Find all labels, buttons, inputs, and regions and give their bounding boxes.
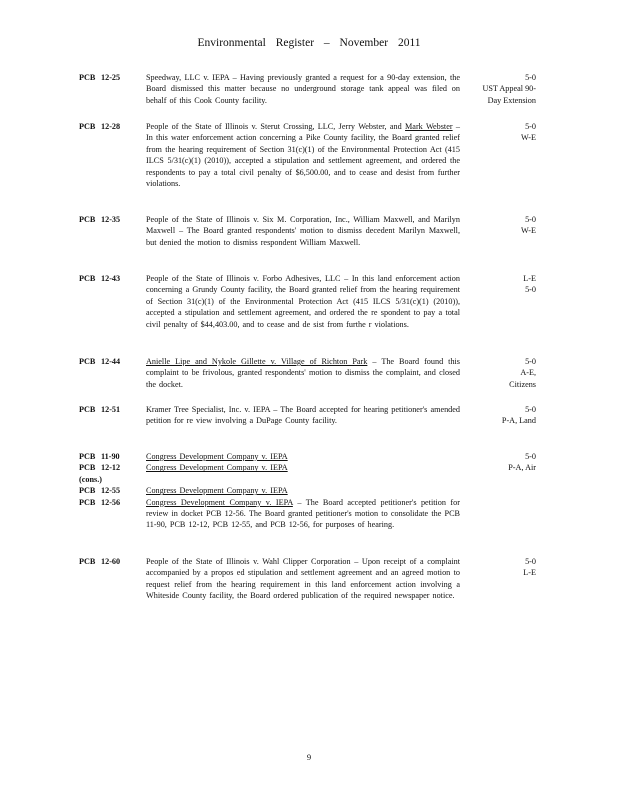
docket-numbers xyxy=(79,72,145,83)
case-description: – In this water enforcement action concerning a Pike County facility, the Board granted relief from the hearing requirement of Section 31(c)(1) of the Environmental Protection Act (415 ILCS 5/31(c)(1) (2010)), accepted a stipulation and settlement agreement, and ordered the respondents to pay a total civil penalty of $6,500.00, and to cease and desist from further violations. xyxy=(146,122,461,189)
docket-number xyxy=(79,474,145,485)
case-description: – The Board found this complaint to be frivolous, granted respondents' motion to dismiss the complaint, and closed the docket. xyxy=(146,357,460,389)
page-number: 9 xyxy=(306,752,312,762)
docket-number xyxy=(79,451,145,462)
docket-number xyxy=(79,356,145,367)
case-caption-line: Congress Development Company v. IEPA xyxy=(146,486,288,496)
docket-id: 12-35 xyxy=(101,215,121,224)
docket-id: 12-60 xyxy=(101,557,121,566)
entry-summary xyxy=(146,214,460,248)
docket-prefix: PCB xyxy=(79,463,96,473)
vote-and-type xyxy=(446,72,536,106)
docket-id: 12-44 xyxy=(101,357,121,366)
vote-line: W-E xyxy=(520,226,536,236)
vote-line: P-A, Air xyxy=(508,463,536,473)
case-caption-line: Congress Development Company v. IEPA xyxy=(146,463,288,473)
case-caption-line xyxy=(146,474,460,485)
docket-prefix: PCB xyxy=(79,215,96,224)
case-description: – Having previously granted a request for a 90-day extension, the Board dismissed this matter because no underground storage tank appeal was filed on behalf of this Cook County facility. xyxy=(146,73,460,105)
docket-id: 12-55 xyxy=(101,486,121,496)
case-caption: Speedway, LLC v. IEPA xyxy=(146,73,230,82)
docket-number xyxy=(79,556,145,567)
entry-summary xyxy=(146,121,460,189)
case-caption: People of the State of Illinois v. Wahl Clipper Corporation xyxy=(146,557,351,566)
case-description: – In this land enforcement action concerning a Grundy County facility, the Board granted relief from the hearing requirement of Section 31(c)(1) of the Environmental Protection Act (415 ILCS 5/31(c)(1) (2010)), accepted a stipulation and settlement agreement, and ordered the re spondent to pay a total civil penalty of $44,403.00, and to cease and de sist from furthe r violations. xyxy=(146,274,460,329)
vote-line: Citizens xyxy=(509,379,536,389)
vote-line: 5-0 xyxy=(525,405,536,414)
case-description: – Upon receipt of a complaint accompanied by a propos ed stipulation and settlement agreement and an agreed motion to request relief from the hearing requirement in this land enforcement action involving a Whiteside County facility, the Board ordered publication of the required newspaper notice. xyxy=(146,557,460,601)
case-caption: Kramer Tree Specialist, Inc. v. IEPA xyxy=(146,405,271,414)
entry-summary xyxy=(146,556,460,602)
docket-numbers xyxy=(79,356,145,367)
vote-line: L-E xyxy=(523,568,536,578)
docket-prefix: PCB xyxy=(79,497,96,507)
docket-id: 12-56 xyxy=(101,497,121,507)
case-caption: Congress Development Company v. IEPA xyxy=(146,497,293,507)
entry-summary xyxy=(146,72,460,106)
docket-numbers xyxy=(79,556,145,567)
vote-line: 5-0 xyxy=(525,452,536,461)
vote-and-type xyxy=(446,556,536,579)
docket-id: 11-90 xyxy=(101,452,120,461)
vote-and-type xyxy=(446,451,536,474)
docket-id: 12-51 xyxy=(101,405,121,414)
case-caption: People of the State of Illinois v. Sterut Crossing, LLC, Jerry Webster, and Mark Webster xyxy=(146,122,453,131)
docket-prefix: PCB xyxy=(79,557,96,566)
entry-summary xyxy=(146,356,460,390)
docket-id: 12-43 xyxy=(101,274,121,283)
docket-number xyxy=(79,404,145,415)
vote-line: W-E xyxy=(520,133,536,143)
docket-prefix: (cons.) xyxy=(79,474,102,484)
docket-prefix: PCB xyxy=(79,452,96,461)
docket-prefix: PCB xyxy=(79,73,96,82)
docket-number xyxy=(79,214,145,225)
docket-prefix: PCB xyxy=(79,405,96,414)
vote-and-type xyxy=(446,273,536,296)
docket-id: 12-12 xyxy=(101,463,121,473)
docket-numbers xyxy=(79,214,145,225)
docket-id: 12-28 xyxy=(101,122,121,131)
case-caption-line: Congress Development Company v. IEPA xyxy=(146,452,288,461)
docket-number xyxy=(79,273,145,284)
vote-line: 5-0 xyxy=(525,285,536,295)
docket-prefix: PCB xyxy=(79,486,96,496)
entry-summary xyxy=(146,273,460,330)
vote-line: Day Extension xyxy=(487,95,536,105)
case-caption: People of the State of Illinois v. Forbo Adhesives, LLC xyxy=(146,274,341,283)
entry-summary xyxy=(146,451,460,531)
vote-line: UST Appeal 90- xyxy=(482,84,536,94)
case-caption: People of the State of Illinois v. Six M. Corporation, Inc., William Maxwell, and Marilyn Maxwell xyxy=(146,215,460,236)
vote-and-type xyxy=(446,404,536,427)
vote-line: 5-0 xyxy=(525,73,536,82)
docket-number xyxy=(79,121,145,132)
case-description: – The Board accepted for hearing petitioner's amended petition for re view involving a DuPage County facility. xyxy=(146,405,460,426)
docket-id: 12-25 xyxy=(101,73,121,82)
vote-line: P-A, Land xyxy=(501,416,536,426)
docket-number xyxy=(79,72,145,83)
page-title: Environmental Register – November 2011 xyxy=(197,37,421,49)
docket-number xyxy=(79,485,145,496)
docket-number xyxy=(79,462,145,473)
vote-line: A-E, xyxy=(520,368,536,378)
vote-and-type xyxy=(446,214,536,237)
docket-numbers xyxy=(79,404,145,415)
docket-numbers xyxy=(79,273,145,284)
vote-line: 5-0 xyxy=(525,122,536,131)
case-caption: Anielle Lipe and Nykole Gillette v. Village of Richton Park xyxy=(146,357,368,366)
vote-and-type xyxy=(446,356,536,390)
vote-line: 5-0 xyxy=(525,215,536,224)
docket-prefix: PCB xyxy=(79,274,96,283)
docket-numbers xyxy=(79,451,145,508)
vote-line: L-E xyxy=(523,274,536,283)
vote-line: 5-0 xyxy=(525,357,536,366)
vote-line: 5-0 xyxy=(525,557,536,566)
docket-prefix: PCB xyxy=(79,122,96,131)
vote-and-type xyxy=(446,121,536,144)
docket-number xyxy=(79,497,145,508)
docket-numbers xyxy=(79,121,145,132)
case-description: – The Board granted respondents' motion to dismiss decedent Marilyn Maxwell, but denied the motion to dismiss respondent William Maxwell. xyxy=(146,226,460,247)
entry-summary xyxy=(146,404,460,427)
case-description: – The Board accepted petitioner's petition for review in docket PCB 12-56. The Board granted petitioner's motion to consolidate the PCB 11-90, PCB 12-12, PCB 12-55, and PCB 12-56, for purposes of hearing. xyxy=(146,497,460,530)
docket-prefix: PCB xyxy=(79,357,96,366)
